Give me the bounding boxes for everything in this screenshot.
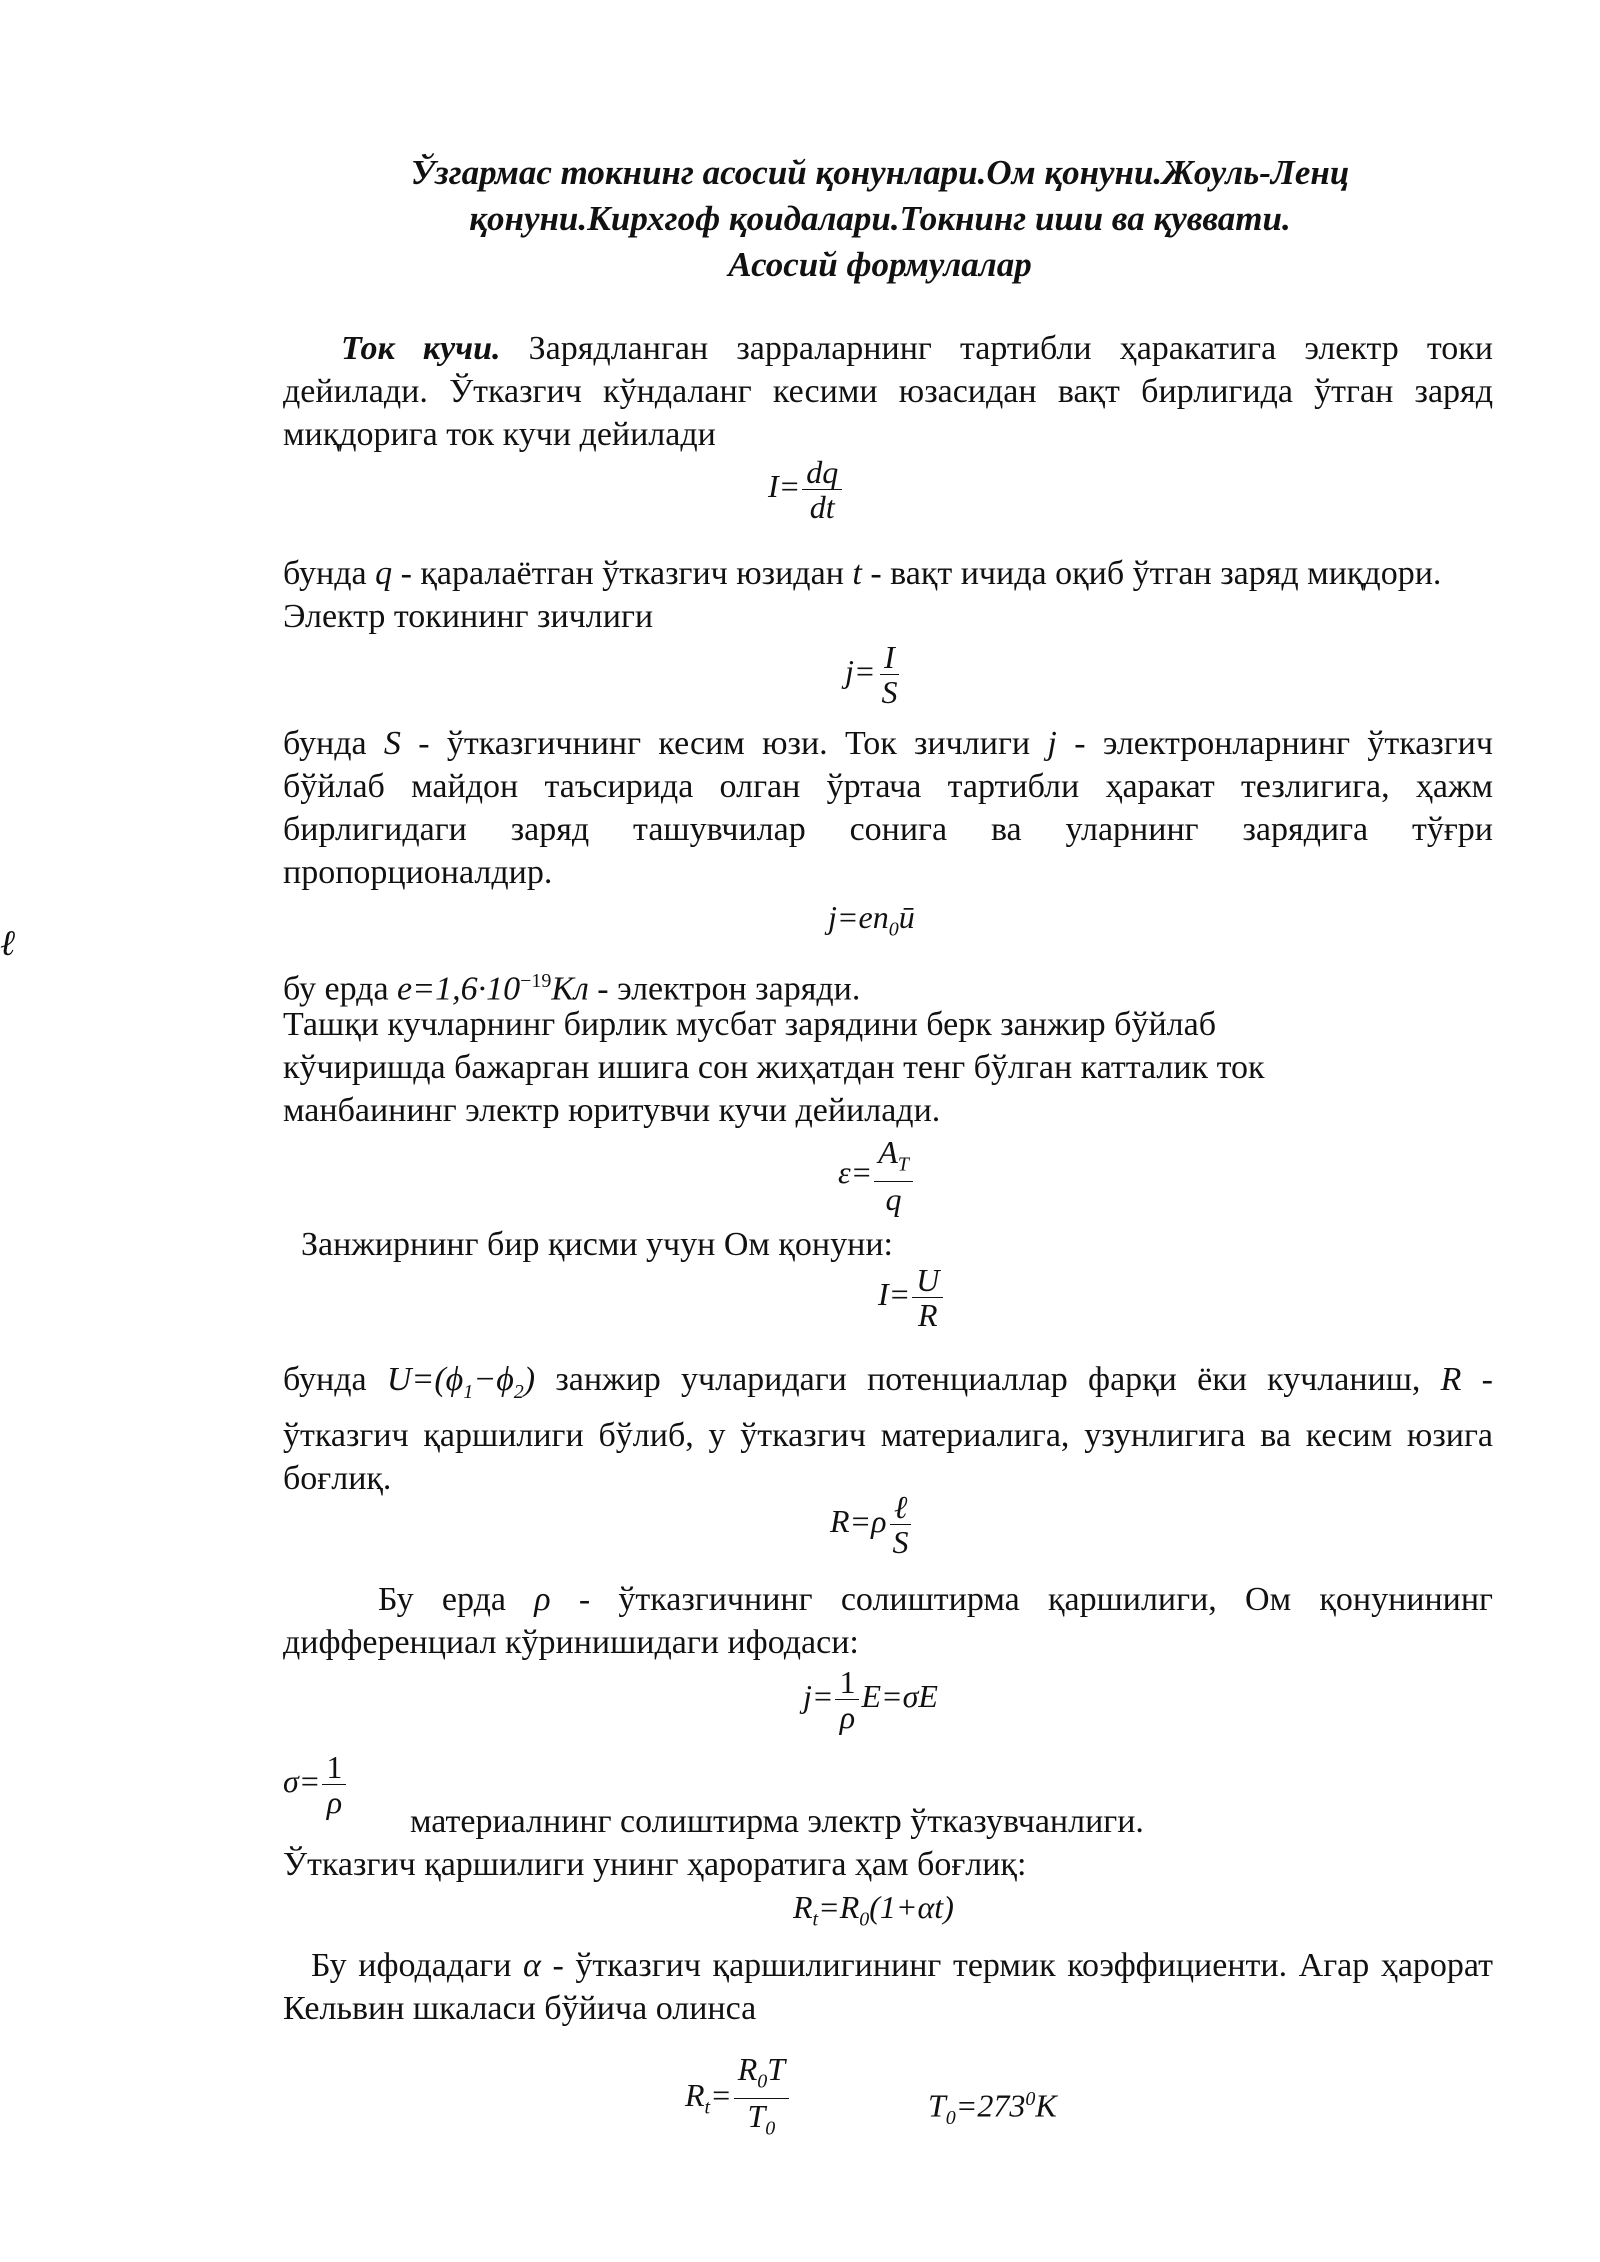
- formula-ohm-law: [878, 1263, 945, 1332]
- symbol-r: R: [1440, 1361, 1462, 1398]
- text: - вақт ичида оқиб ўтган заряд миқдори. Электр токининг зичлиги: [283, 555, 1442, 635]
- exponent: 0: [1025, 2088, 1036, 2110]
- text: - электрон заряди.: [588, 970, 861, 1008]
- stray-ell-symbol: ℓ: [0, 923, 15, 963]
- subscript: t: [812, 1908, 819, 1931]
- fraction: [835, 1665, 859, 1734]
- paragraph-temperature: Ўтказгич қаршилиги унинг ҳароратига ҳам боғлиқ:: [283, 1846, 1027, 1883]
- formula-lhs: j=: [845, 652, 876, 689]
- fraction: [322, 1750, 346, 1819]
- formula-kelvin-resistance: [685, 2052, 791, 2146]
- formula-lhs: I=: [768, 467, 801, 504]
- text: - ўтказгичнинг кесим юзи. Ток зичлиги: [400, 725, 1048, 762]
- symbol-alpha: α: [523, 1947, 541, 1984]
- formula-text: j=en: [828, 899, 889, 935]
- formula-part: =273: [955, 2087, 1026, 2124]
- numerator: [734, 2052, 789, 2099]
- text: - ўтказгичнинг солиштирма қаршилиги, Ом қонунининг дифференциал кўринишидаги ифодаси:: [283, 1581, 1493, 1661]
- paragraph-emf: Ташқи кучларнинг бирлик мусбат зарядини берк занжир бўйлаб кўчиришда бажарган ишига сон жиҳатдан тенг бўлган катталик ток манбаининг электр юритувчи кучи дейилади.: [283, 1006, 1265, 1129]
- subscript: 2: [513, 1380, 524, 1403]
- symbol-t: t: [852, 555, 862, 592]
- title-line-2: қонуни.Кирхгоф қоидалари.Токнинг иши ва қуввати.: [469, 199, 1291, 238]
- fraction: [874, 1135, 913, 1216]
- numerator: dq: [802, 455, 842, 490]
- formula-part: K: [1035, 2087, 1057, 2124]
- paragraph-resistivity: [283, 1578, 1493, 1664]
- page-title: [280, 150, 1480, 288]
- formula-part: T: [928, 2087, 946, 2124]
- numerator: U: [912, 1263, 943, 1298]
- paragraph-text: Зарядланган зарраларнинг тартибли ҳаракатига электр токи дейилади. Ўтказгич кўндаланг кесими юзасидан вақт бирлигида ўтган заряд миқдорига ток кучи дейилади: [283, 330, 1493, 453]
- symbol-j: j: [1047, 725, 1057, 762]
- subscript: 0: [859, 1908, 870, 1931]
- formula-part: −ϕ: [473, 1361, 514, 1398]
- text: - қаралаётган ўтказгич юзидан: [392, 555, 853, 592]
- text: - ўтказгич қаршилиги бўлиб, у ўтказгич материалига, узунлигига ва кесим юзига боғлиқ.: [283, 1361, 1493, 1497]
- formula-part: ): [523, 1361, 536, 1398]
- subscript: 0: [765, 2117, 776, 2140]
- term-current: Ток кучи.: [341, 330, 501, 367]
- text: бу ерда: [283, 970, 398, 1008]
- fraction: [912, 1263, 943, 1332]
- paragraph-ohm-section: Занжирнинг бир қисми учун Ом қонуни:: [301, 1226, 893, 1263]
- formula-electron-charge: e=1,6·10: [397, 970, 521, 1008]
- denominator: S: [892, 1524, 909, 1560]
- symbol-a: A: [878, 1134, 898, 1170]
- title-line-1: Ўзгармас токнинг асосий қонунлари.Ом қонуни.Жоуль-Ленц: [410, 153, 1350, 192]
- formula-part: =: [710, 2077, 732, 2114]
- symbol-q: q: [375, 555, 393, 592]
- formula-part: (1+αt): [869, 1889, 954, 1925]
- fraction: [889, 1490, 913, 1559]
- subscript: 1: [463, 1380, 474, 1403]
- formula-temperature-resistance: [793, 1890, 954, 1936]
- text: бунда: [283, 725, 384, 762]
- paragraph-charge: [283, 552, 1493, 638]
- symbol-u: ū: [898, 899, 915, 935]
- denominator: ρ: [839, 1699, 856, 1735]
- formula-part: T: [767, 2051, 786, 2087]
- text: бунда: [283, 555, 376, 592]
- symbol-s: S: [383, 725, 401, 762]
- paragraph-voltage: [283, 1358, 1493, 1500]
- formula-lhs: j=: [803, 1677, 834, 1714]
- formula-part: =R: [818, 1889, 860, 1925]
- formula-current-density: [845, 640, 903, 709]
- subscript: t: [704, 2096, 711, 2119]
- formula-ohm-differential: [803, 1665, 938, 1734]
- denominator: ρ: [326, 1784, 343, 1820]
- symbol-rho: ρ: [534, 1581, 551, 1618]
- denominator: [743, 2099, 779, 2145]
- subscript: 0: [757, 2070, 768, 2093]
- formula-lhs: ε=: [838, 1154, 873, 1191]
- subscript: T: [897, 1153, 909, 1176]
- numerator: 1: [322, 1750, 346, 1785]
- fraction: [802, 455, 842, 524]
- denominator: dt: [809, 489, 835, 525]
- formula-resistance: [830, 1490, 915, 1559]
- unit: Кл: [551, 970, 589, 1008]
- text: Бу ерда: [378, 1581, 535, 1618]
- fraction: [734, 2052, 789, 2146]
- subscript: 0: [888, 918, 899, 941]
- paragraph-thermal-coefficient: [283, 1944, 1493, 2030]
- numerator: ℓ: [890, 1490, 911, 1525]
- paragraph-current-definition: [283, 327, 1493, 456]
- formula-part: R: [685, 2077, 705, 2114]
- formula-emf: [838, 1135, 915, 1216]
- text: - ўтказгич қаршилигининг термик коэффициенти. Агар ҳарорат Кельвин шкаласи бўйича олинса: [283, 1947, 1494, 2027]
- numerator: I: [880, 640, 899, 675]
- exponent: −19: [520, 970, 552, 992]
- formula-reference-temperature: [928, 2082, 1057, 2135]
- text: Бу ифодадаги: [311, 1947, 524, 1984]
- formula-part: R: [793, 1889, 813, 1925]
- text: занжир учларидаги потенциаллар фарқи ёки кучланиш,: [535, 1361, 1441, 1398]
- title-line-3: Асосий формулалар: [728, 245, 1032, 284]
- fraction: [877, 640, 901, 709]
- formula-density-velocity: [828, 900, 915, 946]
- formula-part: U=(ϕ: [386, 1361, 464, 1398]
- formula-conductivity: [283, 1750, 348, 1819]
- formula-rhs: E=σE: [861, 1677, 938, 1714]
- text: бунда: [283, 1361, 387, 1398]
- formula-voltage: [386, 1361, 536, 1403]
- denominator: S: [881, 674, 898, 710]
- formula-lhs: I=: [878, 1275, 911, 1312]
- paragraph-density: [283, 722, 1493, 894]
- denominator: q: [885, 1181, 902, 1218]
- formula-lhs: R=ρ: [830, 1502, 887, 1539]
- formula-part: R: [737, 2051, 758, 2087]
- numerator: [874, 1135, 913, 1182]
- paragraph-conductivity: материалнинг солиштирма электр ўтказувчанлиги.: [410, 1803, 1144, 1840]
- formula-lhs: σ=: [283, 1762, 321, 1799]
- formula-current: [768, 455, 844, 524]
- subscript: 0: [945, 2107, 956, 2130]
- denominator: R: [918, 1297, 938, 1333]
- text: - электронларнинг ўтказгич бўйлаб майдон таъсирида олган ўртача тартибли ҳаракат тезлигига, ҳажм бирлигидаги заряд ташувчилар сонига ва уларнинг зарядига тўғри пропорционалдир.: [283, 725, 1493, 891]
- formula-part: T: [747, 2098, 766, 2135]
- numerator: 1: [835, 1665, 859, 1700]
